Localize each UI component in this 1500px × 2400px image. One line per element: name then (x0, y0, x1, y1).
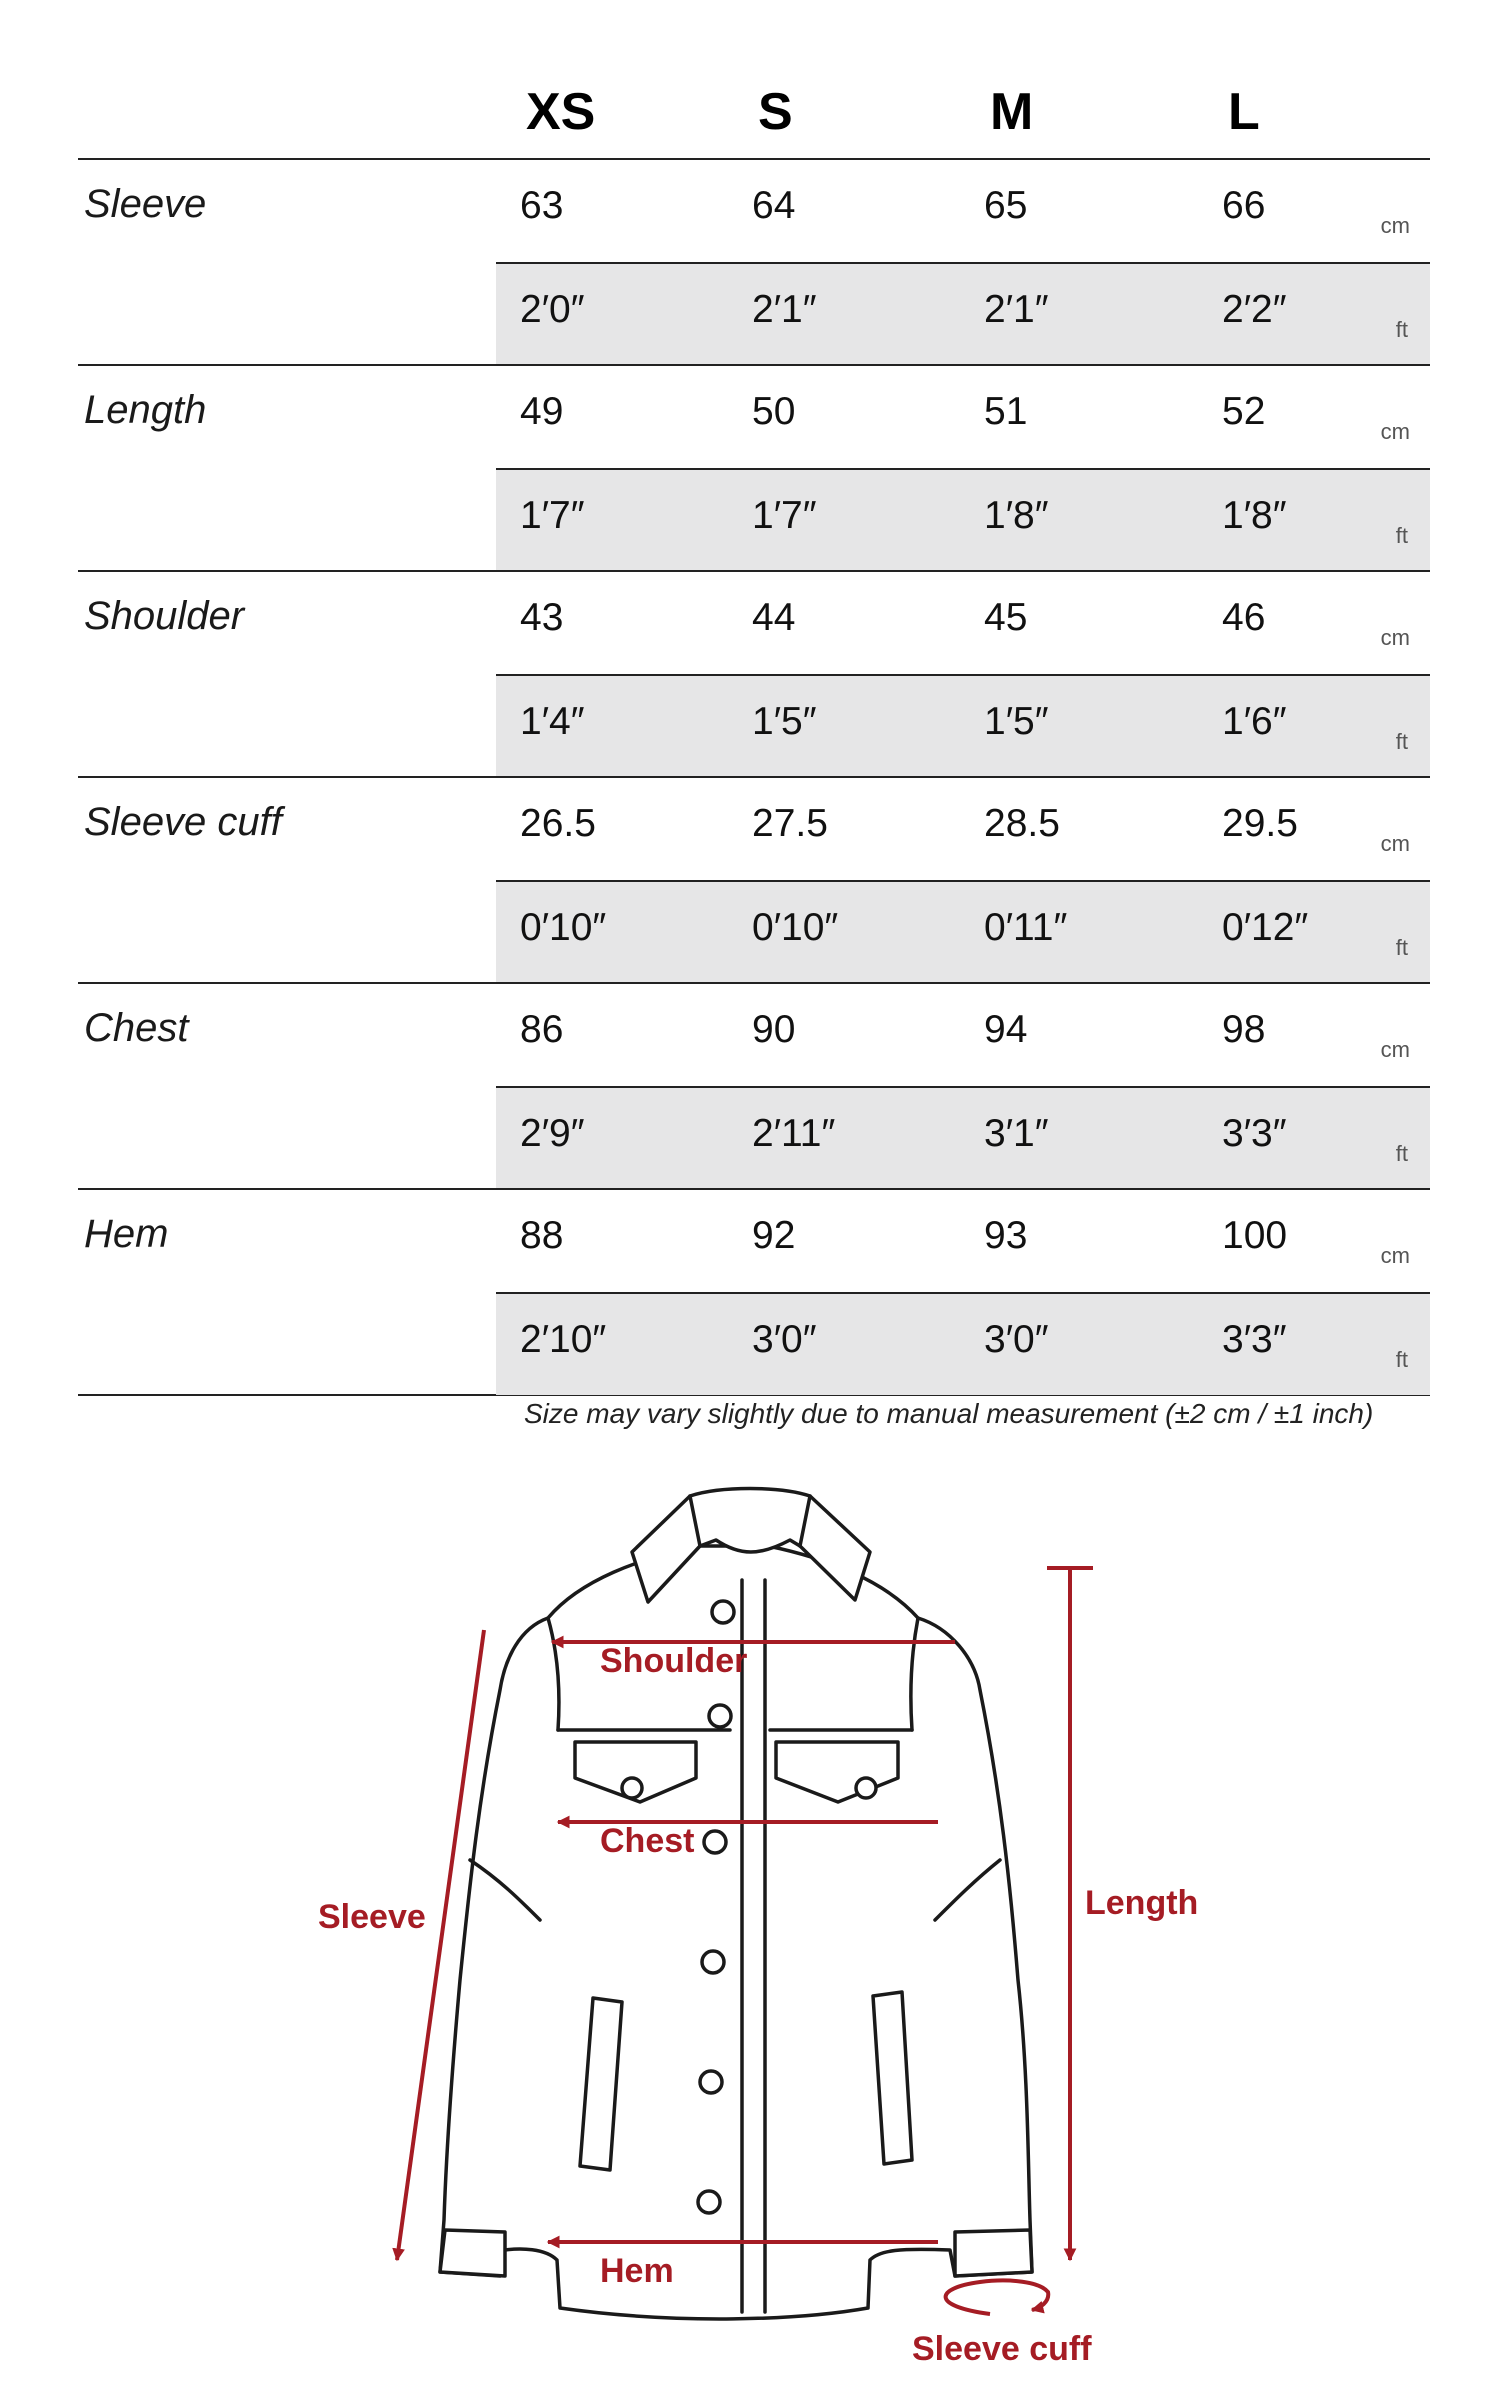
measurement-value: 1′8″ (984, 494, 1049, 537)
shoulder-label: Shoulder (600, 1642, 748, 1680)
measurement-value: 52 (1222, 390, 1266, 433)
measurement-value: 90 (752, 1008, 796, 1051)
measurement-value: 2′2″ (1222, 288, 1287, 331)
unit-label-cm: cm (1380, 1243, 1410, 1268)
measurement-group-sleeve (78, 158, 1430, 364)
measurement-value: 2′10″ (520, 1318, 607, 1361)
measurement-value: 1′7″ (520, 494, 585, 537)
jacket-measurement-diagram (0, 1460, 1500, 2400)
measurement-name: Sleeve cuff (84, 800, 282, 844)
measurement-group-shoulder (78, 570, 1430, 776)
measurement-value: 1′6″ (1222, 700, 1287, 743)
unit-label-cm: cm (1380, 831, 1410, 856)
measurement-row-cm (496, 572, 1430, 673)
unit-label-cm: cm (1380, 1037, 1410, 1062)
size-header-l: L (1228, 83, 1260, 141)
measurement-value: 45 (984, 596, 1028, 639)
measurement-group-sleeve-cuff (78, 776, 1430, 982)
sleeve-cuff-label: Sleeve cuff (912, 2330, 1092, 2368)
measurement-value: 27.5 (752, 802, 828, 845)
measurement-row-ft (496, 1086, 1430, 1189)
jacket-outline (440, 1489, 1032, 2319)
unit-label-ft: ft (1395, 729, 1408, 754)
measurement-value: 2′11″ (752, 1112, 836, 1155)
measurement-group-length (78, 364, 1430, 570)
measurement-value: 43 (520, 596, 564, 639)
measurement-value: 86 (520, 1008, 564, 1051)
measurement-value: 2′1″ (984, 288, 1049, 331)
size-header-s: S (758, 83, 793, 141)
measurement-value: 3′3″ (1222, 1318, 1287, 1361)
length-label: Length (1085, 1884, 1199, 1922)
measurement-value: 26.5 (520, 802, 596, 845)
measurement-value: 50 (752, 390, 796, 433)
unit-label-ft: ft (1395, 523, 1408, 548)
measurement-row-ft (496, 674, 1430, 777)
measurement-name: Length (84, 388, 207, 432)
sleeve-cuff-arrow (946, 2280, 1049, 2314)
unit-label-ft: ft (1395, 1347, 1408, 1372)
measurement-rows (78, 158, 1430, 1396)
unit-label-ft: ft (1395, 1141, 1408, 1166)
measurement-value: 98 (1222, 1008, 1266, 1051)
unit-label-cm: cm (1380, 625, 1410, 650)
measurement-value: 51 (984, 390, 1028, 433)
measurement-value: 66 (1222, 184, 1266, 227)
measurement-group-hem (78, 1188, 1430, 1396)
measurement-value: 0′12″ (1222, 906, 1309, 949)
measurement-value: 94 (984, 1008, 1028, 1051)
measurement-row-cm (496, 1190, 1430, 1291)
hem-label: Hem (600, 2252, 674, 2290)
unit-label-ft: ft (1395, 317, 1408, 342)
measurement-row-cm (496, 984, 1430, 1085)
measurement-row-ft (496, 880, 1430, 983)
measurement-row-cm (496, 160, 1430, 261)
unit-label-cm: cm (1380, 213, 1410, 238)
measurement-value: 3′3″ (1222, 1112, 1287, 1155)
measurement-value: 2′9″ (520, 1112, 585, 1155)
measurement-value: 64 (752, 184, 796, 227)
measurement-value: 3′0″ (984, 1318, 1049, 1361)
measurement-value: 100 (1222, 1214, 1288, 1257)
measurement-row-ft (496, 1292, 1430, 1395)
measurement-value: 2′1″ (752, 288, 817, 331)
measurement-name: Hem (84, 1212, 169, 1256)
measurement-group-chest (78, 982, 1430, 1188)
measurement-value: 1′5″ (752, 700, 817, 743)
measurement-value: 28.5 (984, 802, 1060, 845)
measurement-value: 2′0″ (520, 288, 585, 331)
measurement-value: 3′0″ (752, 1318, 817, 1361)
chest-label: Chest (600, 1822, 695, 1860)
measurement-row-ft (496, 262, 1430, 365)
measurement-value: 93 (984, 1214, 1028, 1257)
measurement-name: Sleeve (84, 182, 207, 226)
size-header-row (78, 60, 1430, 158)
measurement-value: 29.5 (1222, 802, 1298, 845)
measurement-value: 0′10″ (520, 906, 607, 949)
measurement-value: 44 (752, 596, 796, 639)
measurement-value: 88 (520, 1214, 564, 1257)
measurement-value: 1′8″ (1222, 494, 1287, 537)
measurement-value: 49 (520, 390, 564, 433)
measurement-row-ft (496, 468, 1430, 571)
sleeve-label: Sleeve (318, 1898, 426, 1936)
measurement-value: 65 (984, 184, 1028, 227)
measurement-row-cm (496, 778, 1430, 879)
unit-label-ft: ft (1395, 935, 1408, 960)
size-header-m: M (990, 83, 1034, 141)
measurement-value: 63 (520, 184, 564, 227)
measurement-value: 1′5″ (984, 700, 1049, 743)
measurement-value: 0′11″ (984, 906, 1068, 949)
unit-label-cm: cm (1380, 419, 1410, 444)
measurement-name: Shoulder (84, 594, 245, 638)
measurement-value: 0′10″ (752, 906, 839, 949)
measurement-value: 46 (1222, 596, 1266, 639)
size-header-xs: XS (526, 83, 596, 141)
measurement-row-cm (496, 366, 1430, 467)
measurement-note: Size may vary slightly due to manual measurement (±2 cm / ±1 inch) (524, 1398, 1374, 1429)
size-chart-table (78, 60, 1430, 1396)
measurement-name: Chest (84, 1006, 189, 1050)
measurement-value: 3′1″ (984, 1112, 1049, 1155)
measurement-value: 92 (752, 1214, 796, 1257)
measurement-value: 1′7″ (752, 494, 817, 537)
measurement-value: 1′4″ (520, 700, 585, 743)
